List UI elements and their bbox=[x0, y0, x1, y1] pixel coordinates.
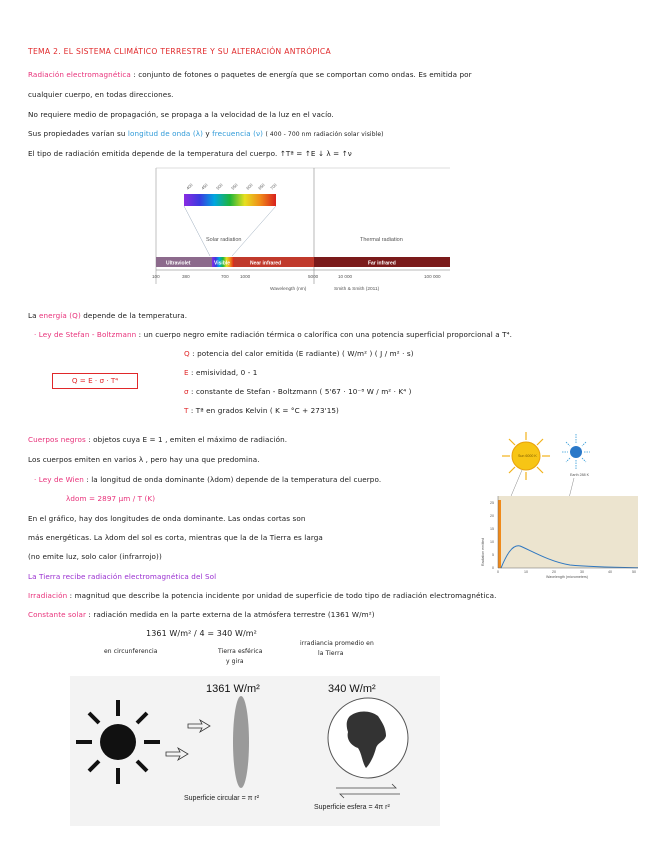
e-c: depende de la temperatura. bbox=[83, 311, 188, 320]
term-frecuencia: frecuencia (ν) bbox=[212, 129, 264, 138]
tick-700: 700 bbox=[221, 274, 229, 279]
wien-formula: λdom = 2897 µm / T (K) bbox=[66, 494, 156, 503]
calc-note-avg2: la Tierra bbox=[318, 650, 344, 657]
term-wien: · Ley de Wien bbox=[34, 475, 84, 484]
sun-icon bbox=[502, 432, 550, 480]
zoom-line-right bbox=[232, 206, 276, 256]
properties-line bbox=[28, 129, 384, 138]
stefan-line bbox=[34, 330, 512, 339]
tick-1000: 1000 bbox=[240, 274, 251, 279]
solar-earth-figure bbox=[70, 676, 440, 826]
caption-sphere: Superficie esfera = 4π r² bbox=[314, 804, 390, 811]
globe-icon bbox=[328, 698, 408, 778]
tick-100: 100 bbox=[152, 274, 160, 279]
figure-credit: Smith & Smith (2011) bbox=[334, 287, 380, 292]
var-t bbox=[184, 406, 339, 415]
term-radiacion: Radiación electromagnética bbox=[28, 70, 131, 79]
t-def: : Tª en grados Kelvin ( K = °C + 273'15) bbox=[190, 406, 339, 415]
ytick-20: 20 bbox=[490, 514, 494, 518]
term-energia: energía (Q) bbox=[39, 311, 81, 320]
term-longitud: longitud de onda (λ) bbox=[127, 129, 203, 138]
earth-receives-heading: La Tierra recibe radiación electromagnética del Sol bbox=[28, 572, 217, 581]
earth-label: Earth 288 K bbox=[570, 473, 589, 477]
planck-yticks bbox=[490, 501, 494, 570]
tick-100000: 100 000 bbox=[424, 274, 441, 279]
page-title: TEMA 2. EL SISTEMA CLIMÁTICO TERRESTRE Y SU ALTERACIÓN ANTRÓPICA bbox=[28, 47, 331, 56]
e-def: : emisividad, 0 - 1 bbox=[191, 368, 258, 377]
wien-line bbox=[34, 475, 381, 484]
black-body-line2: Los cuerpos emiten en varios λ , pero hay una que predomina. bbox=[28, 455, 260, 464]
e-a: La bbox=[28, 311, 37, 320]
radiacion-def: : conjunto de fotones o paquetes de energía que se comportan como ondas. Es emitida por bbox=[133, 70, 472, 79]
p-c: y bbox=[205, 129, 210, 138]
value-340: 340 W/m² bbox=[328, 683, 376, 695]
term-constante-solar: Constante solar bbox=[28, 610, 87, 619]
nm-600: 600 bbox=[245, 182, 254, 191]
var-q bbox=[184, 349, 414, 358]
constante-def: : radiación medida en la parte externa de la atmósfera terrestre (1361 W/m²) bbox=[88, 610, 375, 619]
calc-note-sphere: Tierra esférica bbox=[218, 648, 263, 655]
tick-5000: 5000 bbox=[308, 274, 319, 279]
disc-icon bbox=[233, 696, 249, 788]
q-def: : potencia del calor emitida (E radiante) ( W/m² ) ( J / m² · s) bbox=[192, 349, 414, 358]
stefan-def: : un cuerpo negro emite radiación térmica o calorífica con una potencia superficial proporcional a T⁴. bbox=[138, 330, 512, 339]
planck-ylabel: Radiation emitted bbox=[481, 538, 485, 566]
graph-line2: más energéticas. La λdom del sol es corta, mientras que la de la Tierra es larga bbox=[28, 533, 323, 542]
propagation-line: No requiere medio de propagación, se propaga a la velocidad de la luz en el vacío. bbox=[28, 110, 334, 119]
stefan-formula-box: Q = E · σ · T⁴ bbox=[52, 373, 138, 389]
band-farir-label: Far infrared bbox=[368, 260, 396, 267]
p-e: ( 400 - 700 nm radiación solar visible) bbox=[265, 131, 384, 138]
xtick-20: 20 bbox=[552, 570, 556, 574]
t-symbol: T bbox=[184, 406, 189, 415]
tick-10000: 10 000 bbox=[338, 274, 353, 279]
s-symbol: σ bbox=[184, 387, 189, 396]
irradiation-line bbox=[28, 591, 496, 600]
var-e bbox=[184, 368, 257, 377]
wien-def: : la longitud de onda dominante (λdom) depende de la temperatura del cuerpo. bbox=[86, 475, 382, 484]
graph-line1: En el gráfico, hay dos longitudes de onda dominante. Las ondas cortas son bbox=[28, 514, 306, 523]
xtick-40: 40 bbox=[608, 570, 612, 574]
term-cuerpos-negros: Cuerpos negros bbox=[28, 435, 86, 444]
radiation-definition bbox=[28, 70, 472, 79]
radiation-definition-cont: cualquier cuerpo, en todas direcciones. bbox=[28, 90, 174, 99]
ytick-5: 5 bbox=[492, 553, 494, 557]
calc-line: 1361 W/m² / 4 = 340 W/m² bbox=[146, 629, 257, 638]
temperature-line: El tipo de radiación emitida depende de la temperatura del cuerpo. ↑Tª = ↑E ↓ λ = ↑ν bbox=[28, 149, 352, 158]
xtick-10: 10 bbox=[524, 570, 528, 574]
q-symbol: Q bbox=[184, 349, 190, 358]
solar-radiation-label: Solar radiation bbox=[206, 237, 242, 243]
thermal-radiation-label: Thermal radiation bbox=[360, 237, 403, 243]
black-body-line bbox=[28, 435, 287, 444]
tick-380: 380 bbox=[182, 274, 190, 279]
band-visible-label: Visible bbox=[214, 260, 231, 267]
ytick-10: 10 bbox=[490, 540, 494, 544]
irradiacion-def: : magnitud que describe la potencia incidente por unidad de superficie de todo tipo de radiación electromagnética. bbox=[69, 591, 497, 600]
e-symbol: E bbox=[184, 368, 189, 377]
band-uv-label: Ultraviolet bbox=[166, 260, 191, 267]
nm-labels bbox=[185, 182, 278, 191]
sun-label: Sun 6000 K bbox=[518, 454, 537, 458]
solar-constant-line bbox=[28, 610, 375, 619]
value-1361: 1361 W/m² bbox=[206, 683, 260, 695]
spectrum-figure bbox=[148, 166, 464, 302]
ytick-25: 25 bbox=[490, 501, 494, 505]
plot-area bbox=[498, 496, 638, 568]
var-sigma bbox=[184, 387, 412, 396]
calc-note-sphere2: y gira bbox=[226, 658, 244, 665]
graph-line3: (no emite luz, solo calor (infrarrojo)) bbox=[28, 552, 162, 561]
s-def: : constante de Stefan - Boltzmann ( 5'67 · 10⁻⁸ W / m² · K⁴ ) bbox=[191, 387, 412, 396]
p-a: Sus propiedades varían su bbox=[28, 129, 126, 138]
axis-ticks bbox=[152, 274, 441, 279]
xtick-0: 0 bbox=[497, 570, 499, 574]
nm-700: 700 bbox=[269, 182, 278, 191]
sun-peak-bar bbox=[498, 500, 501, 568]
caption-circular: Superficie circular = π r² bbox=[184, 795, 260, 802]
ytick-0: 0 bbox=[492, 566, 494, 570]
planck-xlabel: Wavelength (micrometers) bbox=[546, 575, 589, 579]
xtick-50: 50 bbox=[632, 570, 636, 574]
term-irradiacion: Irradiación bbox=[28, 591, 68, 600]
calc-note-avg: irradiancia promedio en bbox=[300, 640, 374, 647]
earth-icon bbox=[562, 434, 590, 477]
nm-450: 450 bbox=[200, 182, 209, 191]
planck-xticks bbox=[497, 570, 636, 574]
nm-550: 550 bbox=[230, 182, 239, 191]
ytick-15: 15 bbox=[490, 527, 494, 531]
xtick-30: 30 bbox=[580, 570, 584, 574]
visible-spectrum-bar bbox=[184, 194, 276, 206]
black-def: : objetos cuya E = 1 , emiten el máximo de radiación. bbox=[88, 435, 288, 444]
zoom-line-left bbox=[184, 206, 210, 256]
calc-note-circ: en circunferencia bbox=[104, 648, 158, 655]
planck-figure bbox=[470, 426, 642, 580]
term-stefan: · Ley de Stefan - Boltzmann bbox=[34, 330, 137, 339]
band-nearir-label: Near infrared bbox=[250, 260, 282, 267]
nm-650: 650 bbox=[257, 182, 266, 191]
nm-500: 500 bbox=[215, 182, 224, 191]
energy-line bbox=[28, 311, 187, 320]
axis-label: Wavelength (nm) bbox=[270, 287, 307, 292]
nm-400: 400 bbox=[185, 182, 194, 191]
